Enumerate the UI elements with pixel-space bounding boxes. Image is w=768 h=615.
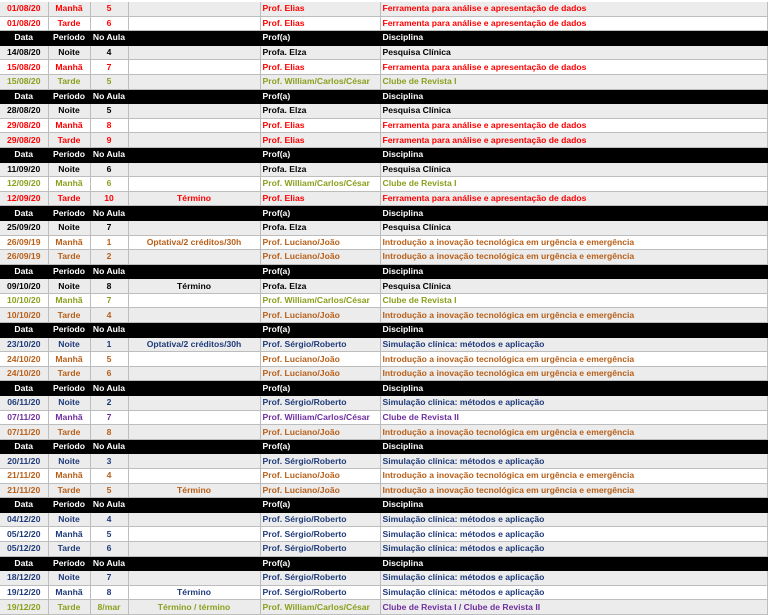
period-cell: Tarde [48, 16, 90, 31]
discipline-cell: Introdução a inovação tecnológica em urgência e emergência [380, 483, 767, 498]
header-discipline-cell: Disciplina [380, 89, 767, 104]
period-cell: Tarde [48, 308, 90, 323]
table-row [0, 585, 767, 600]
period-cell: Manhã [48, 527, 90, 542]
table-row [0, 2, 767, 16]
period-cell: Manhã [48, 2, 90, 16]
professor-cell: Prof. Sérgio/Roberto [260, 337, 380, 352]
header-note-cell [128, 323, 260, 338]
note-cell: Término [128, 585, 260, 600]
date-cell: 12/09/20 [0, 191, 48, 206]
header-period-cell: Período [48, 206, 90, 221]
discipline-cell: Pesquisa Clínica [380, 45, 767, 60]
header-period-cell: Período [48, 323, 90, 338]
header-note-cell [128, 89, 260, 104]
table-row [0, 235, 767, 250]
note-cell: Término / término [128, 600, 260, 615]
header-period-cell: Período [48, 264, 90, 279]
header-professor-cell: Prof(a) [260, 264, 380, 279]
header-professor-cell: Prof(a) [260, 206, 380, 221]
header-discipline-cell: Disciplina [380, 264, 767, 279]
header-lesson-number-cell: No Aula [90, 147, 128, 162]
header-professor-cell: Prof(a) [260, 498, 380, 513]
header-date-cell: Data [0, 31, 48, 46]
header-discipline-cell: Disciplina [380, 31, 767, 46]
discipline-cell: Simulação clínica: métodos e aplicação [380, 541, 767, 556]
discipline-cell: Ferramenta para análise e apresentação de dados [380, 118, 767, 133]
date-cell: 25/09/20 [0, 220, 48, 235]
professor-cell: Prof. Luciano/João [260, 483, 380, 498]
professor-cell: Prof. Luciano/João [260, 469, 380, 484]
table-row [0, 162, 767, 177]
note-cell [128, 220, 260, 235]
date-cell: 24/10/20 [0, 366, 48, 381]
date-cell: 23/10/20 [0, 337, 48, 352]
note-cell [128, 366, 260, 381]
header-professor-cell: Prof(a) [260, 556, 380, 571]
discipline-cell: Introdução a inovação tecnológica em urgência e emergência [380, 366, 767, 381]
header-discipline-cell: Disciplina [380, 323, 767, 338]
table-row [0, 308, 767, 323]
date-cell: 21/11/20 [0, 469, 48, 484]
discipline-cell: Ferramenta para análise e apresentação de dados [380, 133, 767, 148]
header-period-cell: Período [48, 498, 90, 513]
table-row [0, 45, 767, 60]
note-cell: Optativa/2 créditos/30h [128, 337, 260, 352]
header-date-cell: Data [0, 439, 48, 454]
note-cell: Optativa/2 créditos/30h [128, 235, 260, 250]
professor-cell: Prof. Sérgio/Roberto [260, 396, 380, 411]
header-lesson-number-cell: No Aula [90, 498, 128, 513]
lesson-number-cell: 6 [90, 541, 128, 556]
table-row [0, 512, 767, 527]
table-row [0, 396, 767, 411]
professor-cell: Prof. Luciano/João [260, 250, 380, 265]
professor-cell: Prof. Luciano/João [260, 235, 380, 250]
header-date-cell: Data [0, 264, 48, 279]
note-cell [128, 512, 260, 527]
period-cell: Manhã [48, 410, 90, 425]
header-note-cell [128, 498, 260, 513]
period-cell: Noite [48, 337, 90, 352]
note-cell: Término [128, 483, 260, 498]
discipline-cell: Pesquisa Clínica [380, 220, 767, 235]
header-discipline-cell: Disciplina [380, 556, 767, 571]
note-cell [128, 293, 260, 308]
discipline-cell: Introdução a inovação tecnológica em urgência e emergência [380, 352, 767, 367]
header-lesson-number-cell: No Aula [90, 31, 128, 46]
header-date-cell: Data [0, 323, 48, 338]
discipline-cell: Simulação clínica: métodos e aplicação [380, 337, 767, 352]
table-row [0, 337, 767, 352]
period-cell: Noite [48, 571, 90, 586]
date-cell: 29/08/20 [0, 133, 48, 148]
date-cell: 12/09/20 [0, 177, 48, 192]
date-cell: 04/12/20 [0, 512, 48, 527]
date-cell: 10/10/20 [0, 308, 48, 323]
table-row [0, 454, 767, 469]
lesson-number-cell: 4 [90, 512, 128, 527]
header-note-cell [128, 31, 260, 46]
note-cell: Término [128, 279, 260, 294]
header-note-cell [128, 206, 260, 221]
date-cell: 07/11/20 [0, 425, 48, 440]
discipline-cell: Clube de Revista I [380, 177, 767, 192]
discipline-cell: Ferramenta para análise e apresentação de dados [380, 16, 767, 31]
discipline-cell: Pesquisa Clínica [380, 279, 767, 294]
period-cell: Noite [48, 162, 90, 177]
date-cell: 18/12/20 [0, 571, 48, 586]
header-note-cell [128, 439, 260, 454]
table-row [0, 527, 767, 542]
period-cell: Tarde [48, 250, 90, 265]
professor-cell: Prof. Luciano/João [260, 366, 380, 381]
professor-cell: Prof. Elias [260, 133, 380, 148]
professor-cell: Prof. Elias [260, 118, 380, 133]
lesson-number-cell: 4 [90, 45, 128, 60]
note-cell [128, 250, 260, 265]
note-cell [128, 177, 260, 192]
header-row [0, 31, 767, 46]
note-cell [128, 133, 260, 148]
professor-cell: Prof. Elias [260, 60, 380, 75]
date-cell: 19/12/20 [0, 585, 48, 600]
period-cell: Noite [48, 104, 90, 119]
professor-cell: Prof. Luciano/João [260, 308, 380, 323]
date-cell: 07/11/20 [0, 410, 48, 425]
note-cell: Término [128, 191, 260, 206]
lesson-number-cell: 6 [90, 366, 128, 381]
period-cell: Manhã [48, 585, 90, 600]
lesson-number-cell: 8 [90, 585, 128, 600]
professor-cell: Prof. Sérgio/Roberto [260, 571, 380, 586]
professor-cell: Profa. Elza [260, 104, 380, 119]
note-cell [128, 469, 260, 484]
schedule-table [0, 2, 768, 615]
professor-cell: Prof. Elias [260, 16, 380, 31]
lesson-number-cell: 1 [90, 235, 128, 250]
header-discipline-cell: Disciplina [380, 381, 767, 396]
header-period-cell: Período [48, 381, 90, 396]
header-professor-cell: Prof(a) [260, 89, 380, 104]
table-row [0, 220, 767, 235]
note-cell [128, 425, 260, 440]
date-cell: 26/09/19 [0, 235, 48, 250]
header-lesson-number-cell: No Aula [90, 381, 128, 396]
note-cell [128, 118, 260, 133]
discipline-cell: Pesquisa Clínica [380, 104, 767, 119]
period-cell: Noite [48, 512, 90, 527]
date-cell: 11/09/20 [0, 162, 48, 177]
lesson-number-cell: 7 [90, 571, 128, 586]
header-period-cell: Período [48, 556, 90, 571]
header-period-cell: Período [48, 147, 90, 162]
discipline-cell: Simulação clínica: métodos e aplicação [380, 396, 767, 411]
lesson-number-cell: 6 [90, 162, 128, 177]
header-date-cell: Data [0, 147, 48, 162]
lesson-number-cell: 8 [90, 425, 128, 440]
table-row [0, 104, 767, 119]
date-cell: 15/08/20 [0, 60, 48, 75]
table-row [0, 425, 767, 440]
header-row [0, 439, 767, 454]
professor-cell: Prof. Sérgio/Roberto [260, 541, 380, 556]
schedule-body [0, 2, 767, 614]
header-discipline-cell: Disciplina [380, 439, 767, 454]
date-cell: 28/08/20 [0, 104, 48, 119]
header-date-cell: Data [0, 498, 48, 513]
lesson-number-cell: 2 [90, 396, 128, 411]
header-row [0, 89, 767, 104]
discipline-cell: Introdução a inovação tecnológica em urgência e emergência [380, 250, 767, 265]
professor-cell: Prof. William/Carlos/César [260, 410, 380, 425]
note-cell [128, 527, 260, 542]
header-professor-cell: Prof(a) [260, 31, 380, 46]
table-row [0, 60, 767, 75]
discipline-cell: Ferramenta para análise e apresentação de dados [380, 2, 767, 16]
lesson-number-cell: 5 [90, 74, 128, 89]
lesson-number-cell: 5 [90, 352, 128, 367]
date-cell: 19/12/20 [0, 600, 48, 615]
period-cell: Manhã [48, 235, 90, 250]
period-cell: Tarde [48, 74, 90, 89]
period-cell: Tarde [48, 600, 90, 615]
note-cell [128, 74, 260, 89]
professor-cell: Prof. William/Carlos/César [260, 600, 380, 615]
table-row [0, 469, 767, 484]
date-cell: 01/08/20 [0, 16, 48, 31]
table-row [0, 177, 767, 192]
date-cell: 15/08/20 [0, 74, 48, 89]
lesson-number-cell: 8/mar [90, 600, 128, 615]
lesson-number-cell: 4 [90, 308, 128, 323]
lesson-number-cell: 5 [90, 527, 128, 542]
professor-cell: Profa. Elza [260, 162, 380, 177]
table-row [0, 133, 767, 148]
header-note-cell [128, 147, 260, 162]
discipline-cell: Simulação clínica: métodos e aplicação [380, 571, 767, 586]
header-discipline-cell: Disciplina [380, 147, 767, 162]
discipline-cell: Introdução a inovação tecnológica em urgência e emergência [380, 308, 767, 323]
note-cell [128, 308, 260, 323]
lesson-number-cell: 7 [90, 220, 128, 235]
period-cell: Tarde [48, 425, 90, 440]
note-cell [128, 410, 260, 425]
header-lesson-number-cell: No Aula [90, 89, 128, 104]
date-cell: 24/10/20 [0, 352, 48, 367]
header-lesson-number-cell: No Aula [90, 323, 128, 338]
table-row [0, 352, 767, 367]
date-cell: 05/12/20 [0, 527, 48, 542]
lesson-number-cell: 8 [90, 118, 128, 133]
professor-cell: Prof. William/Carlos/César [260, 74, 380, 89]
period-cell: Noite [48, 45, 90, 60]
date-cell: 09/10/20 [0, 279, 48, 294]
header-row [0, 206, 767, 221]
discipline-cell: Clube de Revista I [380, 293, 767, 308]
professor-cell: Prof. Sérgio/Roberto [260, 527, 380, 542]
discipline-cell: Simulação clínica: métodos e aplicação [380, 585, 767, 600]
date-cell: 20/11/20 [0, 454, 48, 469]
period-cell: Manhã [48, 469, 90, 484]
table-row [0, 410, 767, 425]
professor-cell: Profa. Elza [260, 220, 380, 235]
period-cell: Manhã [48, 293, 90, 308]
table-row [0, 191, 767, 206]
lesson-number-cell: 7 [90, 60, 128, 75]
lesson-number-cell: 1 [90, 337, 128, 352]
period-cell: Tarde [48, 541, 90, 556]
period-cell: Manhã [48, 177, 90, 192]
header-professor-cell: Prof(a) [260, 323, 380, 338]
lesson-number-cell: 5 [90, 483, 128, 498]
note-cell [128, 2, 260, 16]
note-cell [128, 45, 260, 60]
header-row [0, 147, 767, 162]
note-cell [128, 16, 260, 31]
lesson-number-cell: 6 [90, 16, 128, 31]
note-cell [128, 454, 260, 469]
note-cell [128, 162, 260, 177]
period-cell: Noite [48, 396, 90, 411]
table-row [0, 366, 767, 381]
date-cell: 26/09/19 [0, 250, 48, 265]
lesson-number-cell: 9 [90, 133, 128, 148]
header-discipline-cell: Disciplina [380, 206, 767, 221]
table-row [0, 600, 767, 615]
lesson-number-cell: 2 [90, 250, 128, 265]
lesson-number-cell: 7 [90, 410, 128, 425]
lesson-number-cell: 8 [90, 279, 128, 294]
header-row [0, 323, 767, 338]
header-row [0, 264, 767, 279]
header-lesson-number-cell: No Aula [90, 264, 128, 279]
header-period-cell: Período [48, 439, 90, 454]
professor-cell: Prof. Sérgio/Roberto [260, 585, 380, 600]
header-period-cell: Período [48, 89, 90, 104]
discipline-cell: Simulação clínica: métodos e aplicação [380, 527, 767, 542]
table-row [0, 74, 767, 89]
date-cell: 14/08/20 [0, 45, 48, 60]
header-lesson-number-cell: No Aula [90, 556, 128, 571]
discipline-cell: Introdução a inovação tecnológica em urgência e emergência [380, 469, 767, 484]
professor-cell: Prof. Luciano/João [260, 425, 380, 440]
lesson-number-cell: 7 [90, 293, 128, 308]
table-row [0, 16, 767, 31]
table-row [0, 483, 767, 498]
header-date-cell: Data [0, 206, 48, 221]
period-cell: Tarde [48, 191, 90, 206]
lesson-number-cell: 4 [90, 469, 128, 484]
discipline-cell: Introdução a inovação tecnológica em urgência e emergência [380, 235, 767, 250]
period-cell: Manhã [48, 352, 90, 367]
table-row [0, 293, 767, 308]
date-cell: 21/11/20 [0, 483, 48, 498]
lesson-number-cell: 10 [90, 191, 128, 206]
note-cell [128, 541, 260, 556]
header-professor-cell: Prof(a) [260, 381, 380, 396]
professor-cell: Prof. Elias [260, 191, 380, 206]
discipline-cell: Simulação clínica: métodos e aplicação [380, 454, 767, 469]
note-cell [128, 396, 260, 411]
period-cell: Tarde [48, 483, 90, 498]
lesson-number-cell: 5 [90, 104, 128, 119]
note-cell [128, 352, 260, 367]
date-cell: 01/08/20 [0, 2, 48, 16]
professor-cell: Profa. Elza [260, 45, 380, 60]
header-professor-cell: Prof(a) [260, 147, 380, 162]
header-period-cell: Período [48, 31, 90, 46]
header-date-cell: Data [0, 556, 48, 571]
header-note-cell [128, 556, 260, 571]
period-cell: Noite [48, 279, 90, 294]
discipline-cell: Clube de Revista II [380, 410, 767, 425]
header-professor-cell: Prof(a) [260, 439, 380, 454]
period-cell: Manhã [48, 60, 90, 75]
discipline-cell: Simulação clínica: métodos e aplicação [380, 512, 767, 527]
period-cell: Tarde [48, 133, 90, 148]
discipline-cell: Introdução a inovação tecnológica em urgência e emergência [380, 425, 767, 440]
discipline-cell: Ferramenta para análise e apresentação de dados [380, 60, 767, 75]
date-cell: 29/08/20 [0, 118, 48, 133]
period-cell: Tarde [48, 366, 90, 381]
professor-cell: Prof. Elias [260, 2, 380, 16]
header-lesson-number-cell: No Aula [90, 206, 128, 221]
table-row [0, 250, 767, 265]
header-note-cell [128, 381, 260, 396]
table-row [0, 118, 767, 133]
note-cell [128, 104, 260, 119]
date-cell: 06/11/20 [0, 396, 48, 411]
lesson-number-cell: 3 [90, 454, 128, 469]
period-cell: Noite [48, 454, 90, 469]
header-date-cell: Data [0, 89, 48, 104]
discipline-cell: Clube de Revista I / Clube de Revista II [380, 600, 767, 615]
date-cell: 05/12/20 [0, 541, 48, 556]
period-cell: Noite [48, 220, 90, 235]
professor-cell: Prof. Luciano/João [260, 352, 380, 367]
date-cell: 10/10/20 [0, 293, 48, 308]
header-date-cell: Data [0, 381, 48, 396]
lesson-number-cell: 5 [90, 2, 128, 16]
discipline-cell: Ferramenta para análise e apresentação de dados [380, 191, 767, 206]
professor-cell: Prof. Sérgio/Roberto [260, 512, 380, 527]
table-row [0, 279, 767, 294]
professor-cell: Prof. Sérgio/Roberto [260, 454, 380, 469]
professor-cell: Prof. William/Carlos/César [260, 293, 380, 308]
header-row [0, 498, 767, 513]
note-cell [128, 60, 260, 75]
header-note-cell [128, 264, 260, 279]
period-cell: Manhã [48, 118, 90, 133]
table-row [0, 541, 767, 556]
header-row [0, 381, 767, 396]
lesson-number-cell: 6 [90, 177, 128, 192]
header-row [0, 556, 767, 571]
header-lesson-number-cell: No Aula [90, 439, 128, 454]
professor-cell: Prof. William/Carlos/César [260, 177, 380, 192]
header-discipline-cell: Disciplina [380, 498, 767, 513]
discipline-cell: Pesquisa Clínica [380, 162, 767, 177]
discipline-cell: Clube de Revista I [380, 74, 767, 89]
professor-cell: Profa. Elza [260, 279, 380, 294]
